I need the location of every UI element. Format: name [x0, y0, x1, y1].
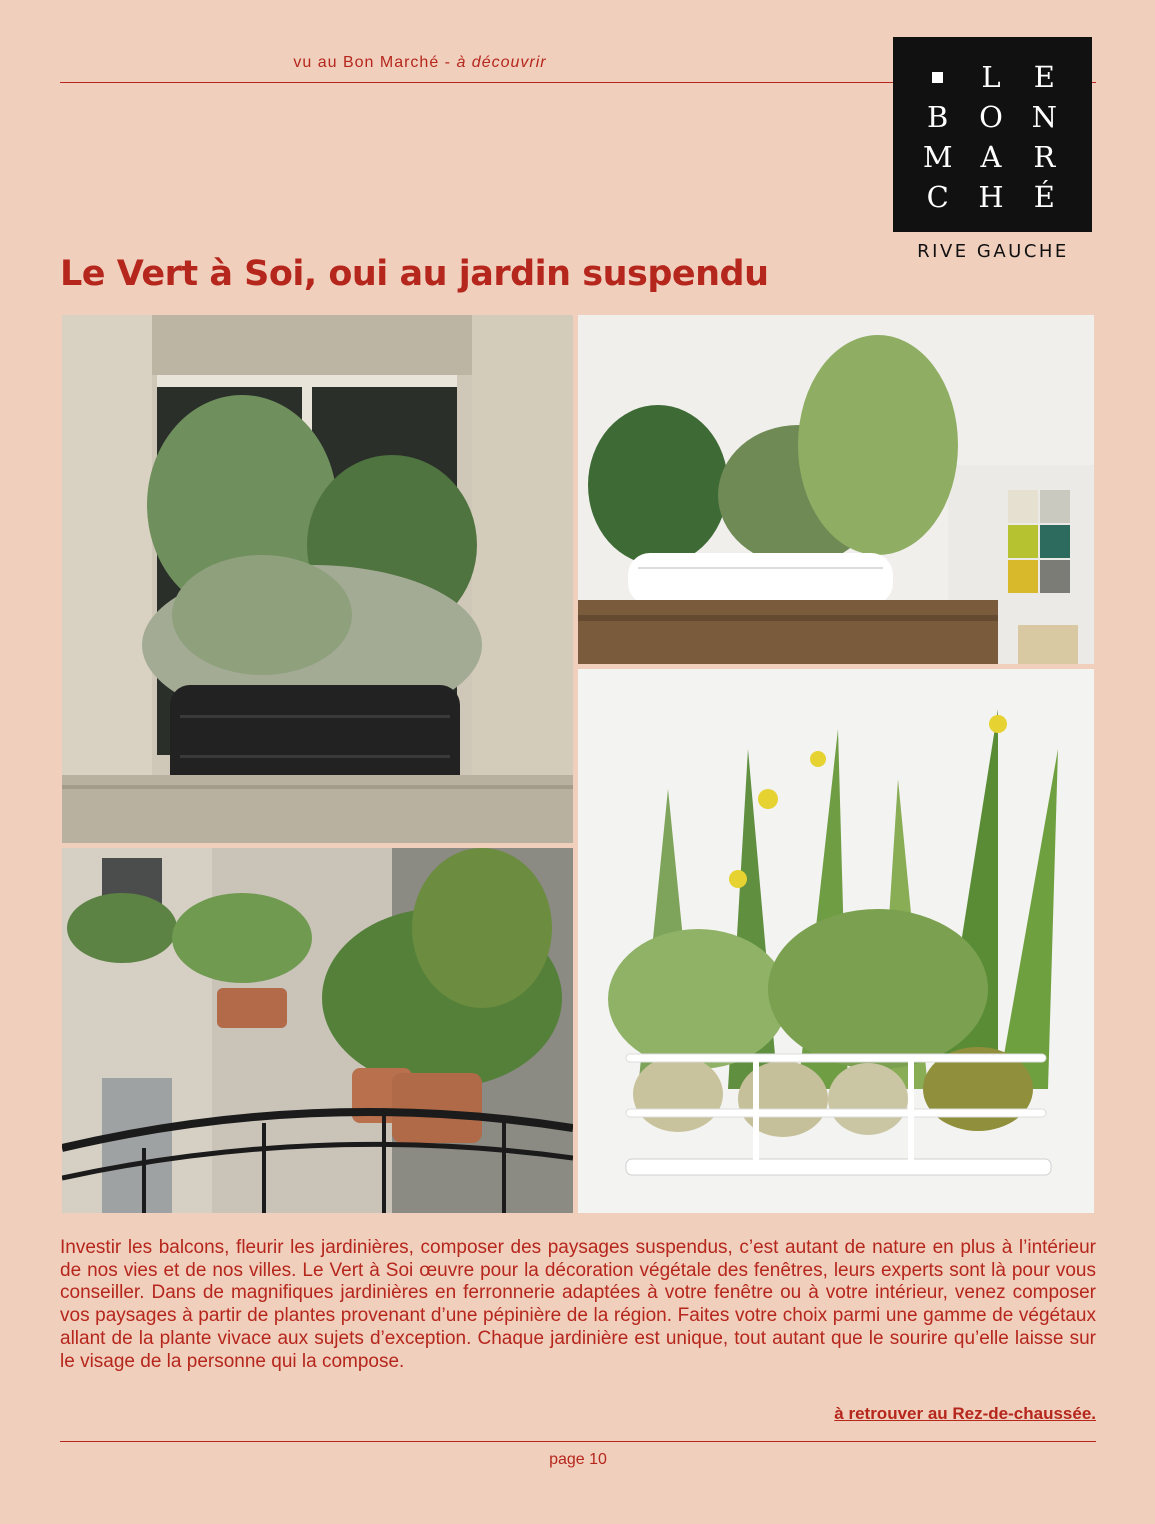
logo-letter: E: [1033, 59, 1055, 94]
logo-letter: L: [981, 59, 1001, 94]
section-header: [60, 54, 780, 72]
logo-letter: M: [922, 139, 953, 174]
logo-letter: H: [978, 179, 1004, 214]
section-header-lead: vu au Bon Marché -: [293, 54, 457, 71]
photo-iris-rack-planter: [578, 669, 1094, 1213]
logo-letter-grid: [911, 57, 1071, 217]
footer-rule: [60, 1441, 1096, 1442]
section-header-emphasis: à découvrir: [456, 54, 547, 71]
store-location-link[interactable]: à retrouver au Rez-de-chaussée.: [834, 1404, 1096, 1423]
photo-balcony-pots: [62, 848, 573, 1213]
article-title: Le Vert à Soi, oui au jardin suspendu: [60, 254, 769, 294]
page-number: page 10: [549, 1451, 607, 1468]
logo-letter: A: [980, 139, 1002, 174]
logo-letter: O: [979, 99, 1003, 134]
logo-letter: É: [1033, 179, 1055, 214]
article-body: Investir les balcons, fleurir les jardinières, composer des paysages suspendus, c’est autant de nature en plus à l’intérieur de nos vies et de nos villes. Le Vert à Soi œuvre pour la décoration végétale des fenêtres, leurs experts sont là pour vous conseiller. Dans de magnifiques jardinières en ferronnerie adaptées à votre fenêtre ou à votre intérieur, venez composer vos paysages à partir de plantes provenant d’une pépinière de la région. Faites votre choix parmi une gamme de végétaux allant de la plante vivace aux sujets d’exception. Chaque jardinière est unique, tout autant que le sourire qu’elle laisse sur le visage de la personne qui la compose.: [60, 1237, 1096, 1372]
logo-tagline: RIVE GAUCHE: [917, 241, 1069, 262]
photo-interior-planter: [578, 315, 1094, 664]
logo-square-icon: [911, 57, 964, 97]
logo-letter: B: [927, 99, 949, 134]
logo-letter: N: [1031, 99, 1057, 134]
logo-letter: C: [926, 179, 949, 214]
logo-letter: R: [1033, 139, 1056, 174]
store-logo: [893, 37, 1092, 232]
photo-window-planter: [62, 315, 573, 843]
